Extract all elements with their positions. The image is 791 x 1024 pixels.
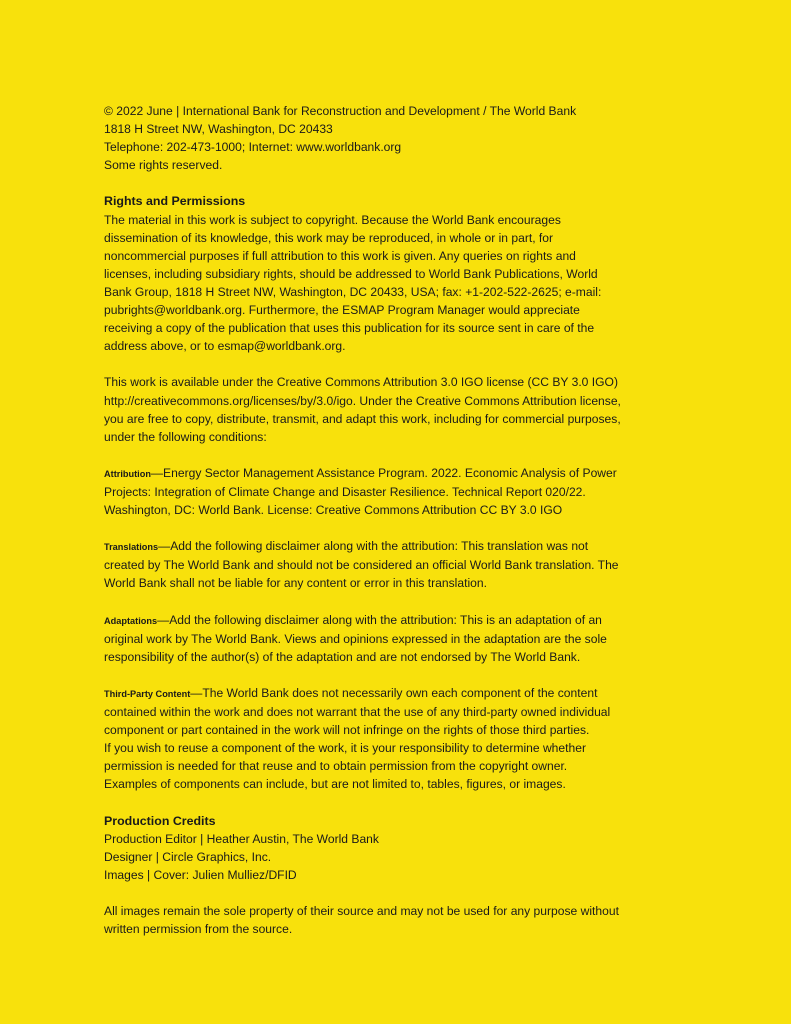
third-party-first-text: —The World Bank does not necessarily own each component of the content <box>190 686 598 700</box>
text-line: receiving a copy of the publication that uses this publication for its source sent in care of the <box>104 321 595 336</box>
text-line: contained within the work and does not warrant that the use of any third-party owned individual <box>104 705 611 720</box>
contact-line: Telephone: 202-473-1000; Internet: www.worldbank.org <box>104 140 402 155</box>
rights-permissions-heading: Rights and Permissions <box>104 194 246 209</box>
text-line: The material in this work is subject to copyright. Because the World Bank encourages <box>104 212 561 227</box>
attribution-lead: Attribution <box>104 468 151 479</box>
production-credits-heading: Production Credits <box>104 813 216 828</box>
text-line: you are free to copy, distribute, transmit, and adapt this work, including for commercial purposes, <box>104 411 621 426</box>
text-line: Bank Group, 1818 H Street NW, Washington, DC 20433, USA; fax: +1-202-522-2625; e-mail: <box>104 284 602 299</box>
copyright-line: © 2022 June | International Bank for Reconstruction and Development / The World Bank <box>104 104 577 118</box>
translations-first-line <box>104 537 684 556</box>
text-line: written permission from the source. <box>104 922 293 937</box>
text-line: component or part contained in the work will not infringe on the rights of those third parties. <box>104 723 590 738</box>
text-line: World Bank shall not be liable for any content or error in this translation. <box>104 576 487 591</box>
production-credits-block <box>104 812 684 884</box>
attribution-first-line <box>104 464 684 483</box>
third-party-lead: Third-Party Content <box>104 689 191 699</box>
rights-reserved-line: Some rights reserved. <box>104 158 223 173</box>
text-line: noncommercial purposes if full attribution to this work is given. Any queries on rights and <box>104 248 576 263</box>
text-line: Washington, DC: World Bank. License: Creative Commons Attribution CC BY 3.0 IGO <box>104 503 563 518</box>
text-line: created by The World Bank and should not be considered an official World Bank translation. The <box>104 558 619 573</box>
adaptations-first-text: —Add the following disclaimer along with the attribution: This is an adaptation of an <box>157 612 602 627</box>
translations-lead: Translations <box>104 542 159 553</box>
copyright-block <box>104 102 684 174</box>
text-line: http://creativecommons.org/licenses/by/3.0/igo. Under the Creative Commons Attribution license, <box>104 393 621 408</box>
address-line: 1818 H Street NW, Washington, DC 20433 <box>104 122 333 137</box>
credit-line: Designer | Circle Graphics, Inc. <box>104 849 272 864</box>
attribution-first-text: —Energy Sector Management Assistance Program. 2022. Economic Analysis of Power <box>150 465 617 480</box>
rights-permissions-block <box>104 192 684 355</box>
text-line: If you wish to reuse a component of the work, it is your responsibility to determine whether <box>104 741 586 756</box>
translations-first-text: —Add the following disclaimer along with the attribution: This translation was not <box>158 539 589 554</box>
text-line: licenses, including subsidiary rights, should be addressed to World Bank Publications, World <box>104 266 598 281</box>
translations-block <box>104 537 684 592</box>
text-line: original work by The World Bank. Views and opinions expressed in the adaptation are the sole <box>104 631 607 646</box>
credit-line: Images | Cover: Julien Mulliez/DFID <box>104 867 297 882</box>
license-block <box>104 373 684 445</box>
text-line: pubrights@worldbank.org. Furthermore, the ESMAP Program Manager would appreciate <box>104 303 580 318</box>
text-line: permission is needed for that reuse and to obtain permission from the copyright owner. <box>104 759 568 774</box>
text-line: address above, or to esmap@worldbank.org. <box>104 339 346 354</box>
credit-line: Production Editor | Heather Austin, The World Bank <box>104 831 379 846</box>
text-line: under the following conditions: <box>104 429 267 444</box>
adaptations-first-line <box>104 611 684 630</box>
text-line: This work is available under the Creative Commons Attribution 3.0 IGO license (CC BY 3.0 IGO) <box>104 375 618 390</box>
text-line: All images remain the sole property of their source and may not be used for any purpose without <box>104 904 619 919</box>
adaptations-block <box>104 611 684 666</box>
attribution-block <box>104 464 684 519</box>
text-line: responsibility of the author(s) of the adaptation and are not endorsed by The World Bank. <box>104 649 581 664</box>
text-line: Projects: Integration of Climate Change and Disaster Resilience. Technical Report 020/22. <box>104 484 586 499</box>
text-line: Examples of components can include, but are not limited to, tables, figures, or images. <box>104 777 566 792</box>
adaptations-lead: Adaptations <box>104 615 158 626</box>
images-notice-block <box>104 902 684 938</box>
third-party-first-line <box>104 684 684 703</box>
third-party-block <box>104 684 684 794</box>
page-content <box>104 102 684 956</box>
text-line: dissemination of its knowledge, this work may be reproduced, in whole or in part, for <box>104 230 554 245</box>
